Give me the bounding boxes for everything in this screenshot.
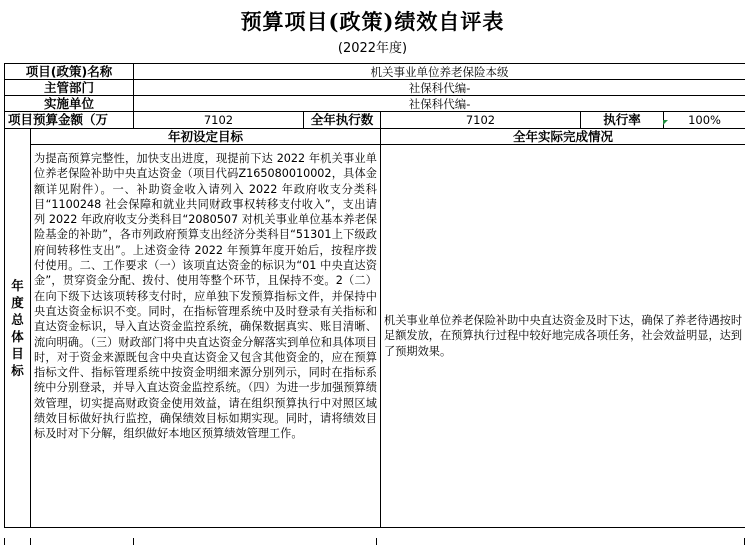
row-goal-headers [5,129,745,145]
budget-value[interactable]: 7102 [134,112,304,129]
rate-value[interactable]: 100% [664,112,745,129]
target-text[interactable]: 为提高预算完整性，加快支出进度，现提前下达 2022 年机关事业单位养老保险补助中央直达资金（项目代码Z165080010002，具体金额详见附件）。一、补助资金收入请列入 2022 年政府收支分类科目“1100248 社会保障和就业共同财政事权转移支付收入”，支出请列 2022 年政府收支分类科目“2080507 对机关事业单位基本养老保险基金的补助”，各市列政府预算支出经济分类科目“51301上下级政府间转移性支出”。上述资金待 2022 年预算年度开始后，按程序拨付使用。二、工作要求（一）该项直达资金的标识为“01 中央直达资金”，贯穿资金分配、拨付、使用等整个环节，且保持不变。2（二）在向下级下达该项转移支付时，应单独下发预算指标文件，并保持中央直达资金标识不变。同时，在指标管理系统中及时登录有关指标和直达资金标识，导入直达资金监控系统，确保数据真实、账目清晰、流向明确。（三）财政部门将中央直达资金分解落实到单位和具体项目时，对于资金来源既包含中央直达资金又包含其他资金的，应在预算指标文件、指标管理系统中按资金明细来源分别列示，同时在指标系统中分别登录，并导入直达资金监控系统。（四）为进一步加强预算绩效管理，切实提高财政资金使用效益，请在组织预算执行中对照区域绩效目标做好执行监控，确保绩效目标如期实现。同时，请将绩效目标及时对下分解，组织做好本地区预算绩效管理工作。 [31,145,381,528]
unit-value[interactable]: 社保科代编- [134,96,745,112]
row-project-name [5,64,745,80]
row-goal-content [5,145,745,528]
row-unit [5,96,745,112]
unit-label: 实施单位 [5,96,134,112]
exec-value[interactable]: 7102 [381,112,581,129]
actual-header: 全年实际完成情况 [381,129,745,145]
form-year: (2022年度) [337,41,408,56]
annual-goal-side-label: 年度总体目标 [5,129,31,528]
project-name-value[interactable]: 机关事业单位养老保险本级 [134,64,745,80]
row-dept [5,80,745,96]
rate-label: 执行率 [581,112,664,129]
cell-comment-marker [663,120,668,125]
next-row-edge [0,538,745,545]
row-budget [5,112,745,129]
actual-text[interactable]: 机关事业单位养老保险补助中央直达资金及时下达，确保了养老待遇按时足额发放，在预算执行过程中较好地完成各项任务，社会效益明显，达到了预期效果。 [381,145,745,528]
project-name-label: 项目(政策)名称 [5,64,134,80]
budget-label: 项目预算金额（万 [5,112,134,129]
dept-label: 主管部门 [5,80,134,96]
evaluation-table [4,63,745,528]
exec-label: 全年执行数 [304,112,381,129]
form-title: 预算项目(政策)绩效自评表 [240,9,505,34]
dept-value[interactable]: 社保科代编- [134,80,745,96]
target-header: 年初设定目标 [31,129,381,145]
